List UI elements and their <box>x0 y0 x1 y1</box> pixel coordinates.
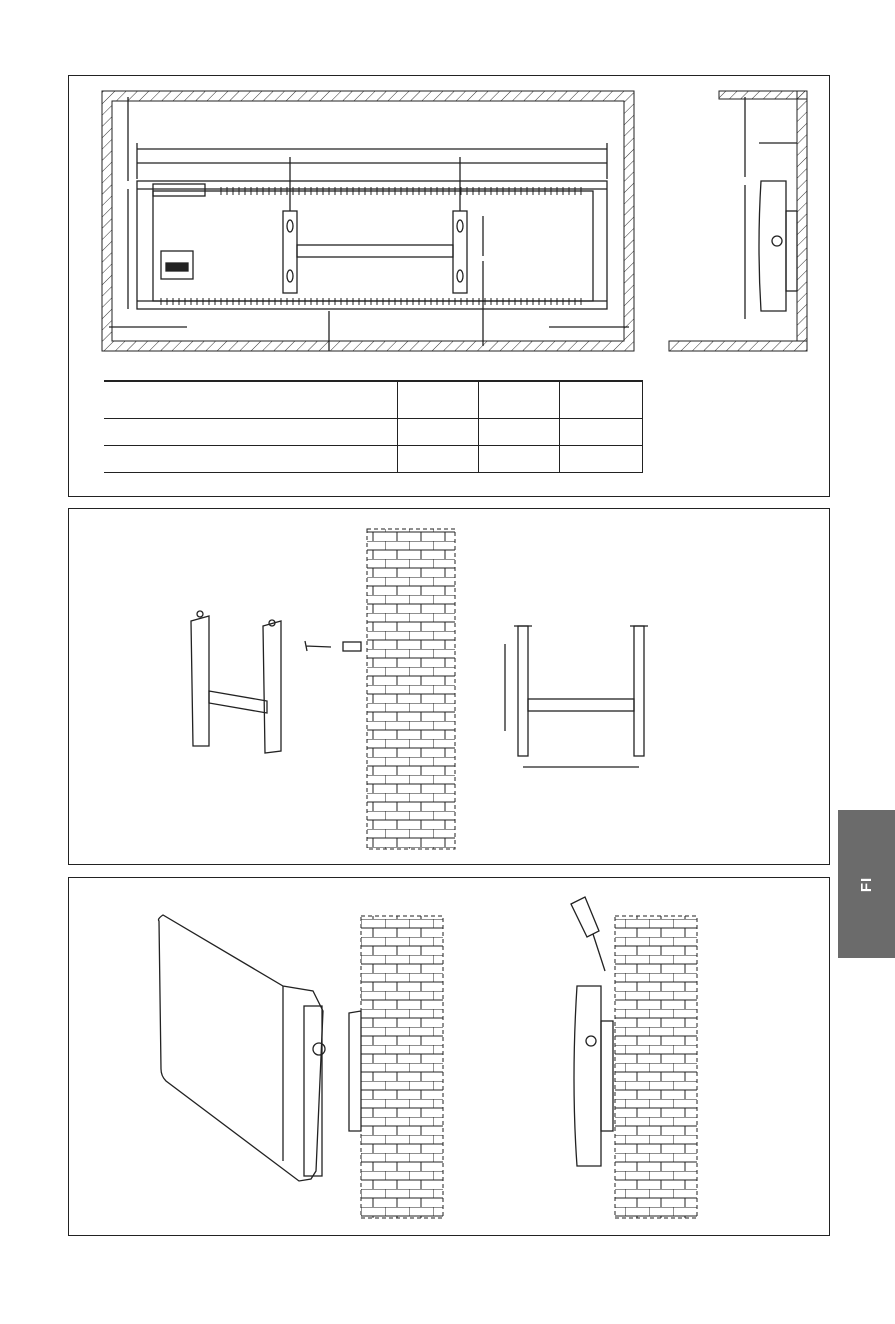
bracket-panel <box>68 508 830 865</box>
wall-bracket-drawing <box>69 509 831 866</box>
table-cell <box>560 418 643 445</box>
table-row <box>104 445 643 472</box>
table-cell <box>398 418 479 445</box>
table-cell <box>560 445 643 472</box>
dimensions-panel <box>68 75 830 497</box>
table-cell <box>398 381 479 418</box>
table-row <box>104 381 643 418</box>
language-tab <box>838 810 895 958</box>
language-tab-label: FI <box>858 876 875 892</box>
heater-mounting-drawing <box>69 878 831 1237</box>
table-cell <box>398 445 479 472</box>
table-cell <box>560 381 643 418</box>
table-cell <box>104 445 398 472</box>
table-cell <box>479 418 560 445</box>
mounting-panel <box>68 877 830 1236</box>
table-cell <box>104 381 398 418</box>
table-cell <box>479 381 560 418</box>
table-cell <box>104 418 398 445</box>
table-row <box>104 418 643 445</box>
table-cell <box>479 445 560 472</box>
spec-table <box>104 380 643 473</box>
